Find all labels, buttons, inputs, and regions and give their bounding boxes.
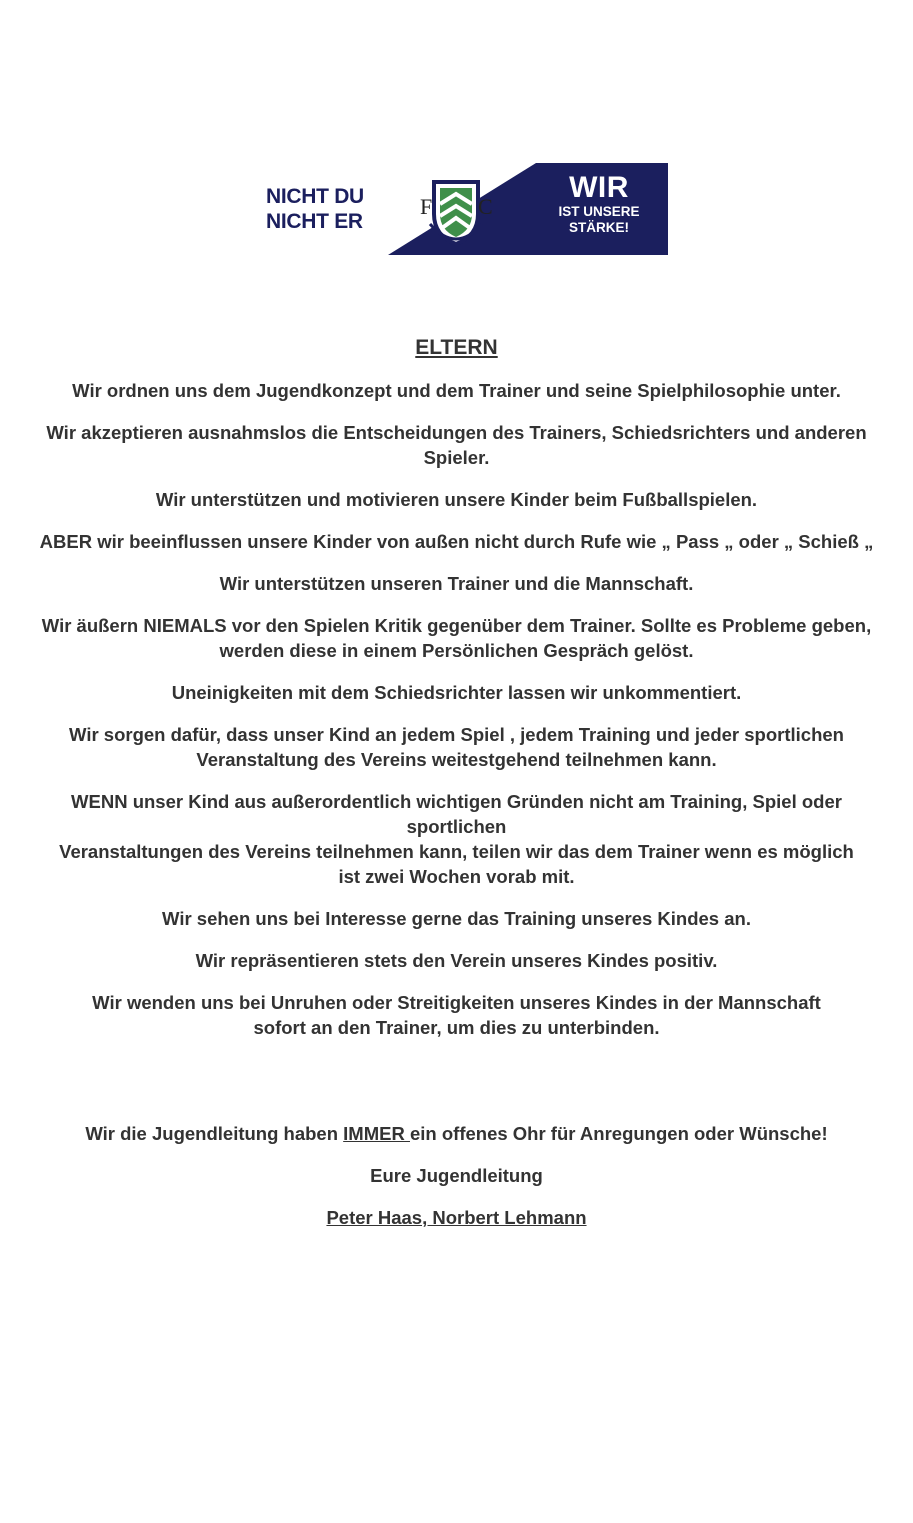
rule-paragraph [30,906,883,931]
closing-emphasis: IMMER [343,1123,410,1144]
rule-paragraph [30,722,883,772]
banner-right-line2: STÄRKE! [569,220,629,235]
header-banner [260,160,670,256]
rule-line: Wir unterstützen und motivieren unsere Kinder beim Fußballspielen. [155,489,758,510]
rule-line: Wir akzeptieren ausnahmslos die Entscheidungen des Trainers, Schiedsrichters und anderen [46,422,867,443]
banner-slogan-left [266,184,364,234]
rule-line: Wir ordnen uns dem Jugendkonzept und dem Trainer und seine Spielphilosophie unter. [72,380,841,401]
banner-left-line2: NICHT ER [266,210,363,233]
closing-before: Wir die Jugendleitung haben [85,1123,344,1144]
rule-line: Uneinigkeiten mit dem Schiedsrichter lassen wir unkommentiert. [171,682,742,703]
rule-paragraph [30,571,883,596]
rule-line: Wir repräsentieren stets den Verein unseres Kindes positiv. [195,950,718,971]
rule-line: Wir sehen uns bei Interesse gerne das Training unseres Kindes an. [162,908,751,929]
rule-line: Veranstaltungen des Vereins teilnehmen kann, teilen wir das dem Trainer wenn es möglich [59,841,854,862]
rule-line: Veranstaltung des Vereins weitestgehend teilnehmen kann. [196,749,717,770]
rule-line: WENN unser Kind aus außerordentlich wichtigen Gründen nicht am Training, Spiel oder [71,791,842,812]
rule-line: Spieler. [423,447,490,468]
club-crest [420,174,492,248]
rule-line: Wir sorgen dafür, dass unser Kind an jedem Spiel , jedem Training und jeder sportlichen [69,724,844,745]
rule-line: Wir unterstützen unseren Trainer und die Mannschaft. [219,573,694,594]
rule-paragraph [30,680,883,705]
rule-paragraph [30,613,883,663]
rule-line: sofort an den Trainer, um dies zu unterbinden. [253,1017,660,1038]
banner-slogan-right [544,172,654,236]
rule-line: ist zwei Wochen vorab mit. [338,866,575,887]
rule-line: Wir wenden uns bei Unruhen oder Streitigkeiten unseres Kindes in der Mannschaft [92,992,821,1013]
rule-paragraph [30,789,883,889]
rules-list [30,378,883,1040]
crest-letter-f: F [420,194,433,219]
rule-line: ABER wir beeinflussen unsere Kinder von außen nicht durch Rufe wie „ Pass „ oder „ Schieß „ [39,531,874,552]
crest-letter-c: C [478,194,493,219]
banner-wir: WIR [569,171,629,204]
rule-paragraph [30,378,883,403]
closing-line [30,1121,883,1146]
signoff: Eure Jugendleitung [370,1165,543,1186]
rule-paragraph [30,948,883,973]
closing-after: ein offenes Ohr für Anregungen oder Wünsche! [409,1123,828,1144]
banner-right-line1: IST UNSERE [558,204,640,219]
rule-paragraph [30,487,883,512]
banner-left-line1: NICHT DU [266,185,364,208]
rule-line: Wir äußern NIEMALS vor den Spielen Kritik gegenüber dem Trainer. Sollte es Probleme geben, [41,615,872,636]
rule-line: sportlichen [406,816,507,837]
page-title: ELTERN [415,336,498,359]
rule-paragraph [30,529,883,554]
rule-paragraph [30,420,883,470]
signatures: Peter Haas, Norbert Lehmann [326,1207,587,1228]
rule-line: werden diese in einem Persönlichen Gespräch gelöst. [219,640,694,661]
rule-paragraph [30,990,883,1040]
document-body [30,334,883,1247]
